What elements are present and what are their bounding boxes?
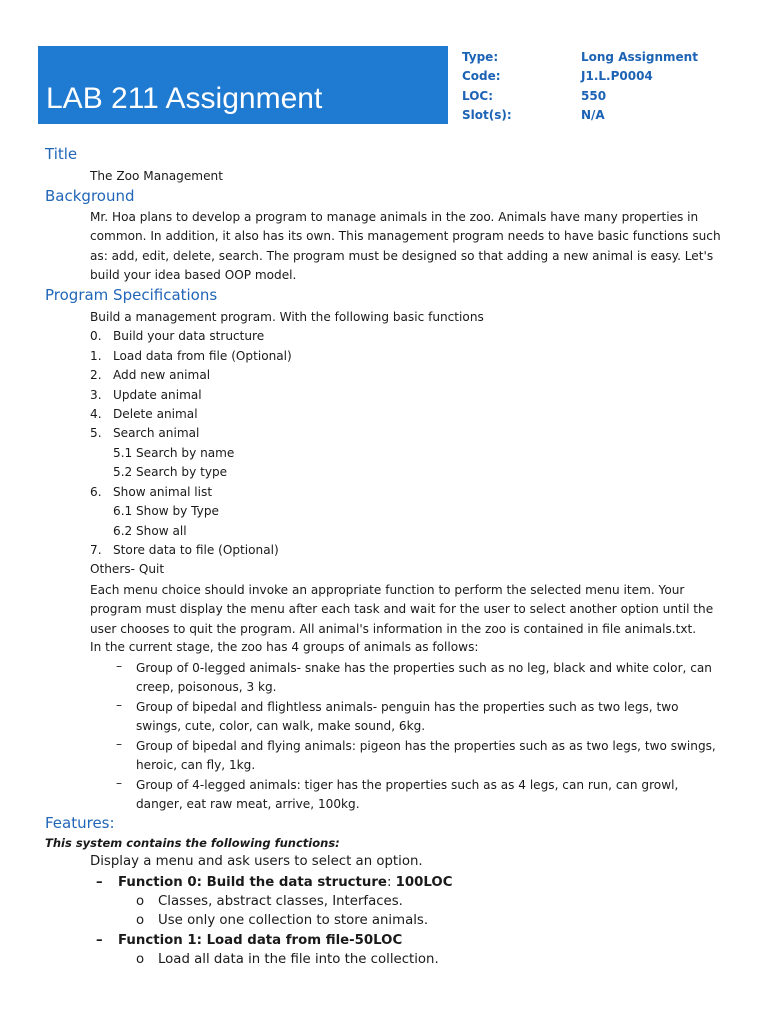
- background-text: Mr. Hoa plans to develop a program to manage animals in the zoo. Animals have many properties in common. In addition, it also has its own. This management program needs to have basic functions such as: add, edit, delete, search. The program must be designed so that adding a new animal is easy. Let's build your idea based OOP model.: [90, 210, 721, 283]
- function-label: Add new animal: [113, 368, 211, 382]
- function-0-loc: 100LOC: [395, 875, 453, 890]
- item-number: 0.: [90, 329, 102, 343]
- function-label: Search animal: [113, 426, 200, 440]
- function-label: Show animal list: [113, 485, 213, 499]
- meta-row-type: [462, 50, 742, 69]
- item-number: 5.2: [113, 465, 133, 479]
- menu-description: Each menu choice should invoke an appropriate function to perform the selected menu item. Your program must display the menu after each task and wait for the user to select another option until the user chooses to quit the program. All animal's information in the zoo is contained in file animals.txt.: [90, 583, 714, 636]
- meta-value: 550: [581, 88, 607, 103]
- item-number: 5.: [90, 426, 102, 440]
- dash-bullet: –: [96, 875, 103, 890]
- function-item-2: [90, 368, 102, 382]
- function-0-label: Function 0: Build the data structure: [118, 875, 387, 890]
- item-number: 7.: [90, 543, 102, 557]
- function-label: Show all: [136, 524, 187, 538]
- meta-row-loc: [462, 89, 742, 108]
- function-1-heading: Function 1: Load data from file-50LOC: [118, 933, 403, 948]
- group-item: Group of bipedal and flying animals: pigeon has the properties such as as two legs, two swings, heroic, can fly, 1kg.: [136, 739, 716, 773]
- assignment-meta: [462, 50, 742, 127]
- circle-bullet: o: [136, 913, 145, 928]
- features-subtitle: This system contains the following functions:: [45, 836, 340, 850]
- item-number: 6.1: [113, 504, 133, 518]
- function-item-1: [90, 349, 102, 363]
- group-item: Group of 4-legged animals: tiger has the properties such as as 4 legs, can run, can growl, danger, eat raw meat, arrive, 100kg.: [136, 778, 679, 812]
- function-label: Show by Type: [136, 504, 219, 518]
- item-number: 6.2: [113, 524, 133, 538]
- function-label: Search by name: [136, 446, 235, 460]
- meta-value: N/A: [581, 107, 605, 122]
- dash-bullet: –: [116, 737, 123, 751]
- item-number: 6.: [90, 485, 102, 499]
- dash-bullet: –: [116, 659, 123, 673]
- meta-key: Code:: [462, 69, 501, 84]
- circle-bullet: o: [136, 952, 145, 967]
- function-item-5: [90, 426, 102, 440]
- meta-row-code: [462, 69, 742, 88]
- header-banner: [38, 46, 448, 124]
- title-heading: Title: [45, 145, 78, 163]
- item-number: 5.1: [113, 446, 133, 460]
- group-item: Group of 0-legged animals- snake has the properties such as no leg, black and white color, can creep, poisonous, 3 kg.: [136, 661, 712, 695]
- function-item-6: [90, 485, 102, 499]
- meta-key: Slot(s):: [462, 107, 512, 122]
- item-number: 4.: [90, 407, 102, 421]
- function-label: Store data to file (Optional): [113, 543, 279, 557]
- function-item-7: [90, 543, 102, 557]
- function-item-5-2: [113, 465, 132, 479]
- function-item-3: [90, 388, 102, 402]
- meta-key: LOC:: [462, 88, 494, 103]
- title-text: The Zoo Management: [90, 169, 223, 183]
- meta-value: Long Assignment: [581, 50, 698, 64]
- function-label: Search by type: [136, 465, 228, 479]
- function-item-6-1: [113, 504, 132, 518]
- function-label: Load data from file (Optional): [113, 349, 292, 363]
- meta-key: Type:: [462, 50, 499, 64]
- group-item: Group of bipedal and flightless animals- penguin has the properties such as two legs, two swings, cute, color, can walk, make sound, 6kg.: [136, 700, 679, 734]
- function-1-item: Load all data in the file into the collection.: [158, 952, 439, 967]
- features-heading: Features:: [45, 814, 115, 832]
- function-0-separator: :: [386, 875, 396, 890]
- dash-bullet: –: [116, 698, 123, 712]
- function-label: Build your data structure: [113, 329, 265, 343]
- meta-row-slots: [462, 108, 742, 127]
- features-intro: Display a menu and ask users to select an option.: [90, 854, 423, 869]
- function-item-5-1: [113, 446, 132, 460]
- function-0-heading: [118, 875, 452, 890]
- spec-heading: Program Specifications: [45, 286, 218, 304]
- item-number: 3.: [90, 388, 102, 402]
- others-quit: Others- Quit: [90, 562, 165, 576]
- function-0-item: Classes, abstract classes, Interfaces.: [158, 894, 403, 909]
- item-number: 1.: [90, 349, 102, 363]
- spec-intro: Build a management program. With the following basic functions: [90, 310, 484, 324]
- function-label: Delete animal: [113, 407, 198, 421]
- function-label: Update animal: [113, 388, 202, 402]
- function-0-item: Use only one collection to store animals.: [158, 913, 429, 928]
- document-title: LAB 211 Assignment: [46, 82, 323, 115]
- circle-bullet: o: [136, 894, 145, 909]
- function-item-4: [90, 407, 102, 421]
- function-item-0: [90, 329, 102, 343]
- item-number: 2.: [90, 368, 102, 382]
- dash-bullet: –: [116, 776, 123, 790]
- dash-bullet: –: [96, 933, 103, 948]
- groups-intro: In the current stage, the zoo has 4 groups of animals as follows:: [90, 640, 479, 654]
- meta-value: J1.L.P0004: [581, 69, 653, 84]
- background-heading: Background: [45, 187, 135, 205]
- function-item-6-2: [113, 524, 132, 538]
